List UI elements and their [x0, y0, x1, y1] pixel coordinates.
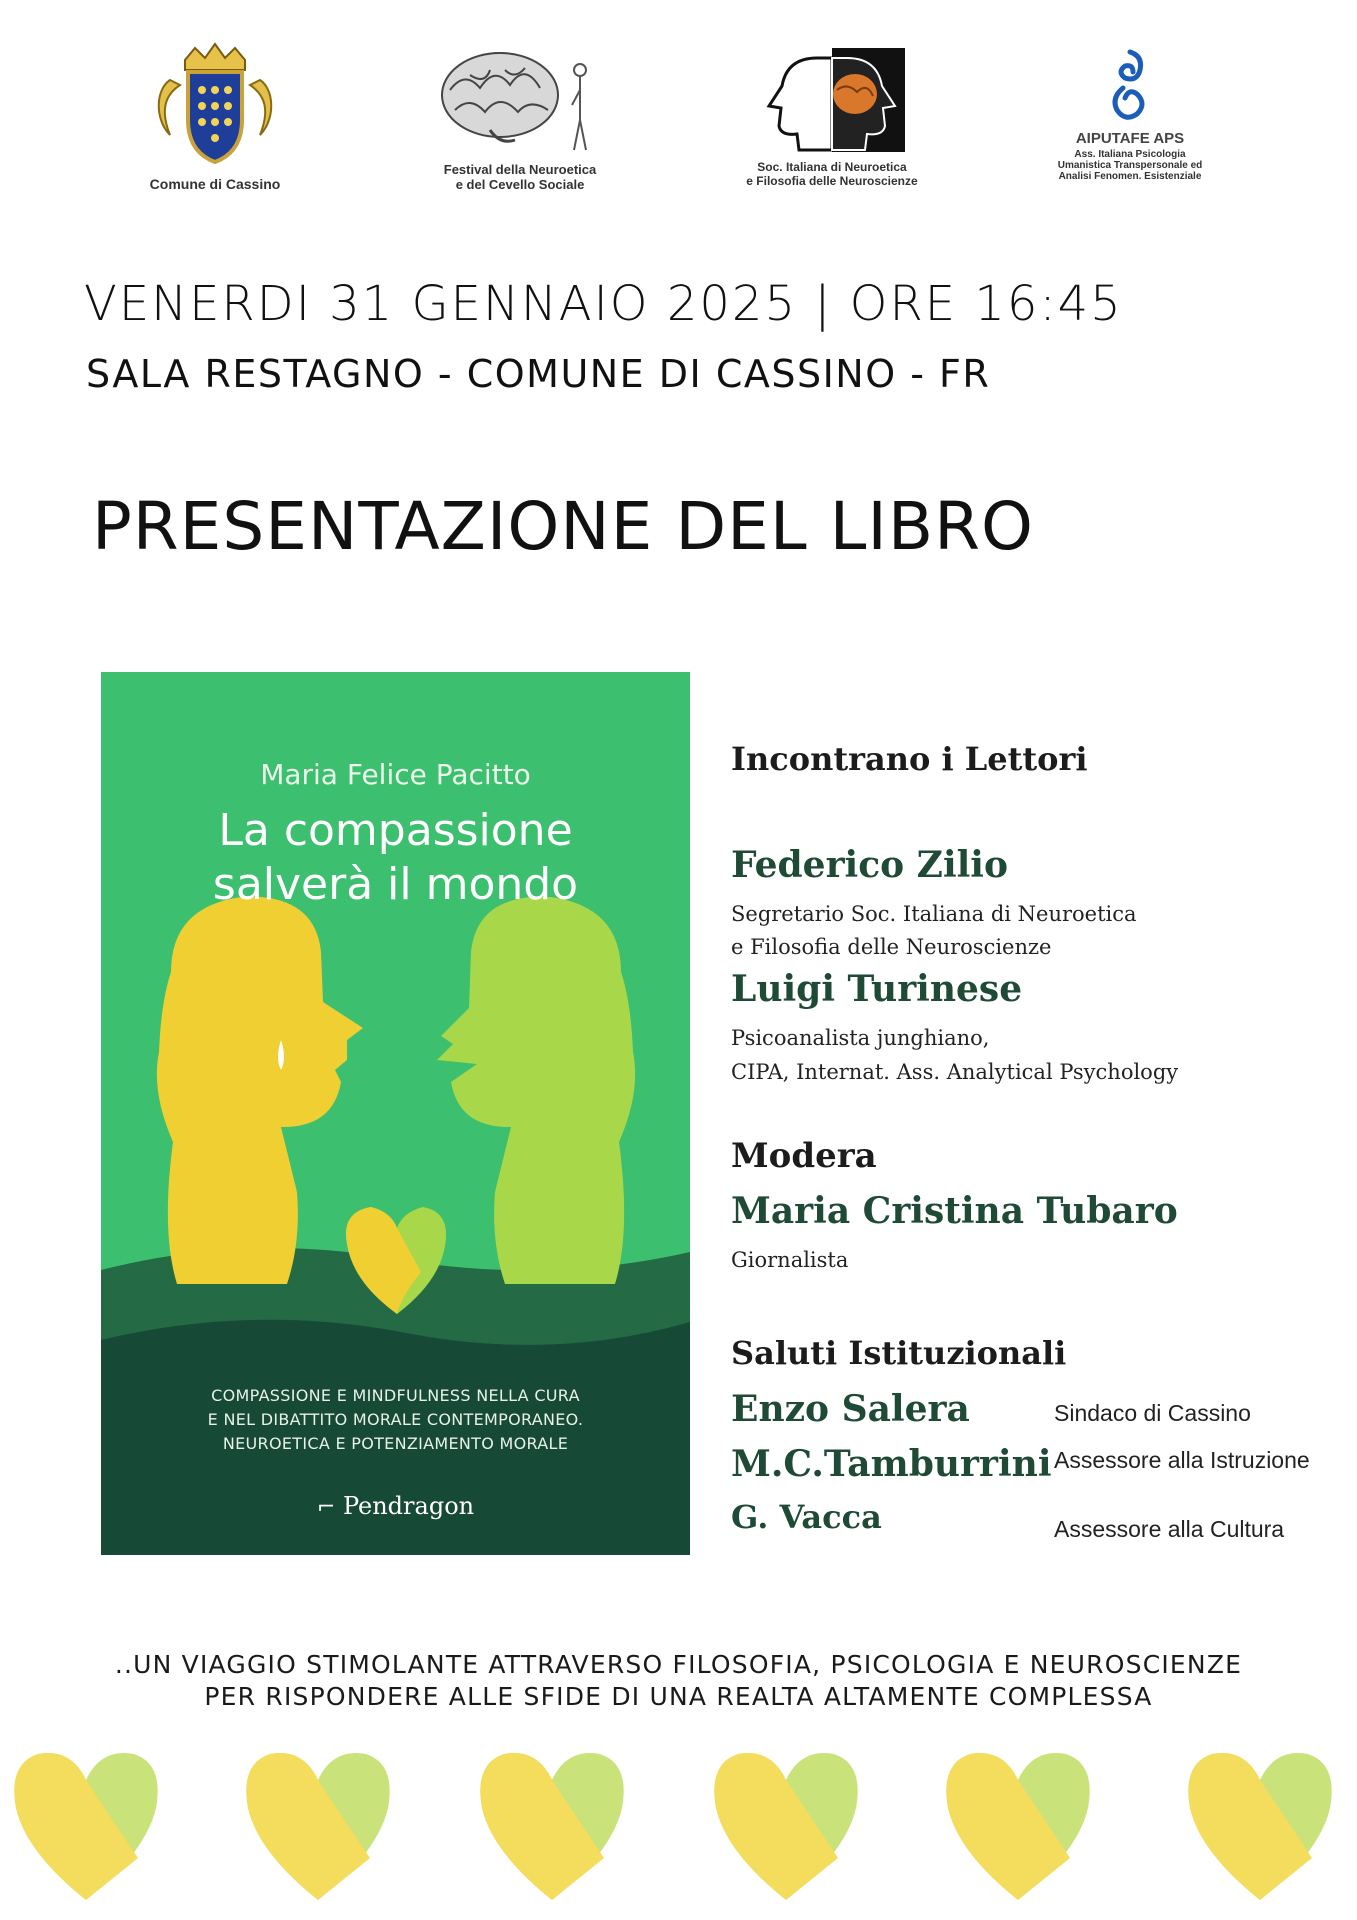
logo-comune-di-cassino — [120, 40, 310, 192]
book-author: Maria Felice Pacitto — [260, 758, 531, 791]
speaker-name: Luigi Turinese — [731, 968, 1023, 1010]
greeting-role: Assessore alla Cultura — [1054, 1516, 1285, 1542]
publisher-name: Pendragon — [342, 1492, 475, 1520]
greeting-role: Assessore alla Istruzione — [1054, 1447, 1310, 1473]
heart-icon — [1180, 1740, 1340, 1910]
head-profile-icon — [757, 46, 907, 156]
logo-caption-line1: Soc. Italiana di Neuroetica — [757, 160, 907, 174]
logo-caption-line2: e del Cevello Sociale — [455, 177, 585, 192]
greeting-name: Enzo Salera — [731, 1388, 970, 1430]
logo-caption-line1: Festival della Neuroetica — [443, 162, 597, 177]
logo-line2: Umanistica Transpersonale ed — [1057, 160, 1203, 171]
book-subtitle-line2: E NEL DIBATTITO MORALE CONTEMPORANEO. — [207, 1410, 584, 1429]
moderator-heading: Modera — [731, 1136, 877, 1176]
logo-line3: Analisi Fenomen. Esistenziale — [1058, 171, 1202, 182]
logo-name: AIPUTAFE APS — [1075, 130, 1185, 147]
greeting-role: Sindaco di Cassino — [1054, 1400, 1251, 1426]
logo-line1: Ass. Italiana Psicologia — [1074, 149, 1186, 160]
logo-caption: Comune di Cassino — [149, 176, 281, 192]
heart-icon — [6, 1740, 166, 1910]
heart-icon — [238, 1740, 398, 1910]
greeting-name: M.C.Tamburrini — [731, 1443, 1052, 1485]
right-head — [437, 897, 635, 1284]
heart-icon — [938, 1740, 1098, 1910]
brain-icon — [430, 40, 610, 160]
page-title: PRESENTAZIONE DEL LIBRO — [92, 488, 1034, 565]
logo-aiputafe — [1040, 48, 1220, 182]
speaker-desc-line2: CIPA, Internat. Ass. Analytical Psychology — [731, 1060, 1179, 1084]
book-title — [101, 804, 690, 912]
event-date-time: VENERDI 31 GENNAIO 2025 | ORE 16:45 — [84, 276, 1123, 332]
event-location: SALA RESTAGNO - COMUNE DI CASSINO - FR — [86, 352, 991, 396]
book-cover — [101, 672, 690, 1555]
book-title-line1: La compassione — [218, 805, 573, 856]
book-subtitle-line1: COMPASSIONE E MINDFULNESS NELLA CURA — [211, 1386, 580, 1405]
book-subtitle-line3: NEUROETICA E POTENZIAMENTO MORALE — [222, 1434, 569, 1453]
book-publisher — [101, 1492, 690, 1520]
moderator-name: Maria Cristina Tubaro — [731, 1190, 1178, 1232]
greeting-name: G. Vacca — [731, 1498, 882, 1536]
speaker-desc-line1: Psicoanalista junghiano, — [731, 1026, 990, 1050]
publisher-logo-icon: ⌐ — [316, 1495, 336, 1520]
speaker-desc-line2: e Filosofia delle Neuroscienze — [731, 935, 1052, 959]
tagline-line1: ..UN VIAGGIO STIMOLANTE ATTRAVERSO FILOSOFIA, PSICOLOGIA E NEUROSCIENZE — [114, 1650, 1243, 1679]
heart-icon — [472, 1740, 632, 1910]
book-subtitle — [101, 1384, 690, 1456]
speaker-name: Federico Zilio — [731, 844, 1008, 886]
left-head — [157, 897, 363, 1284]
logo-festival-neuroetica — [420, 40, 620, 192]
speaker-desc-line1: Segretario Soc. Italiana di Neuroetica — [731, 902, 1137, 926]
greetings-heading: Saluti Istituzionali — [731, 1334, 1067, 1372]
logo-sine — [722, 46, 942, 188]
tagline-line2: PER RISPONDERE ALLE SFIDE DI UNA REALTA ALTAMENTE COMPLESSA — [204, 1682, 1153, 1711]
logo-caption-line2: e Filosofia delle Neuroscienze — [746, 174, 918, 188]
heart-icon — [706, 1740, 866, 1910]
moderator-role: Giornalista — [731, 1248, 849, 1272]
coat-of-arms-icon — [150, 40, 280, 170]
speakers-heading: Incontrano i Lettori — [731, 740, 1088, 778]
book-title-line2: salverà il mondo — [212, 859, 579, 910]
spiral-figure-icon — [1105, 48, 1155, 124]
